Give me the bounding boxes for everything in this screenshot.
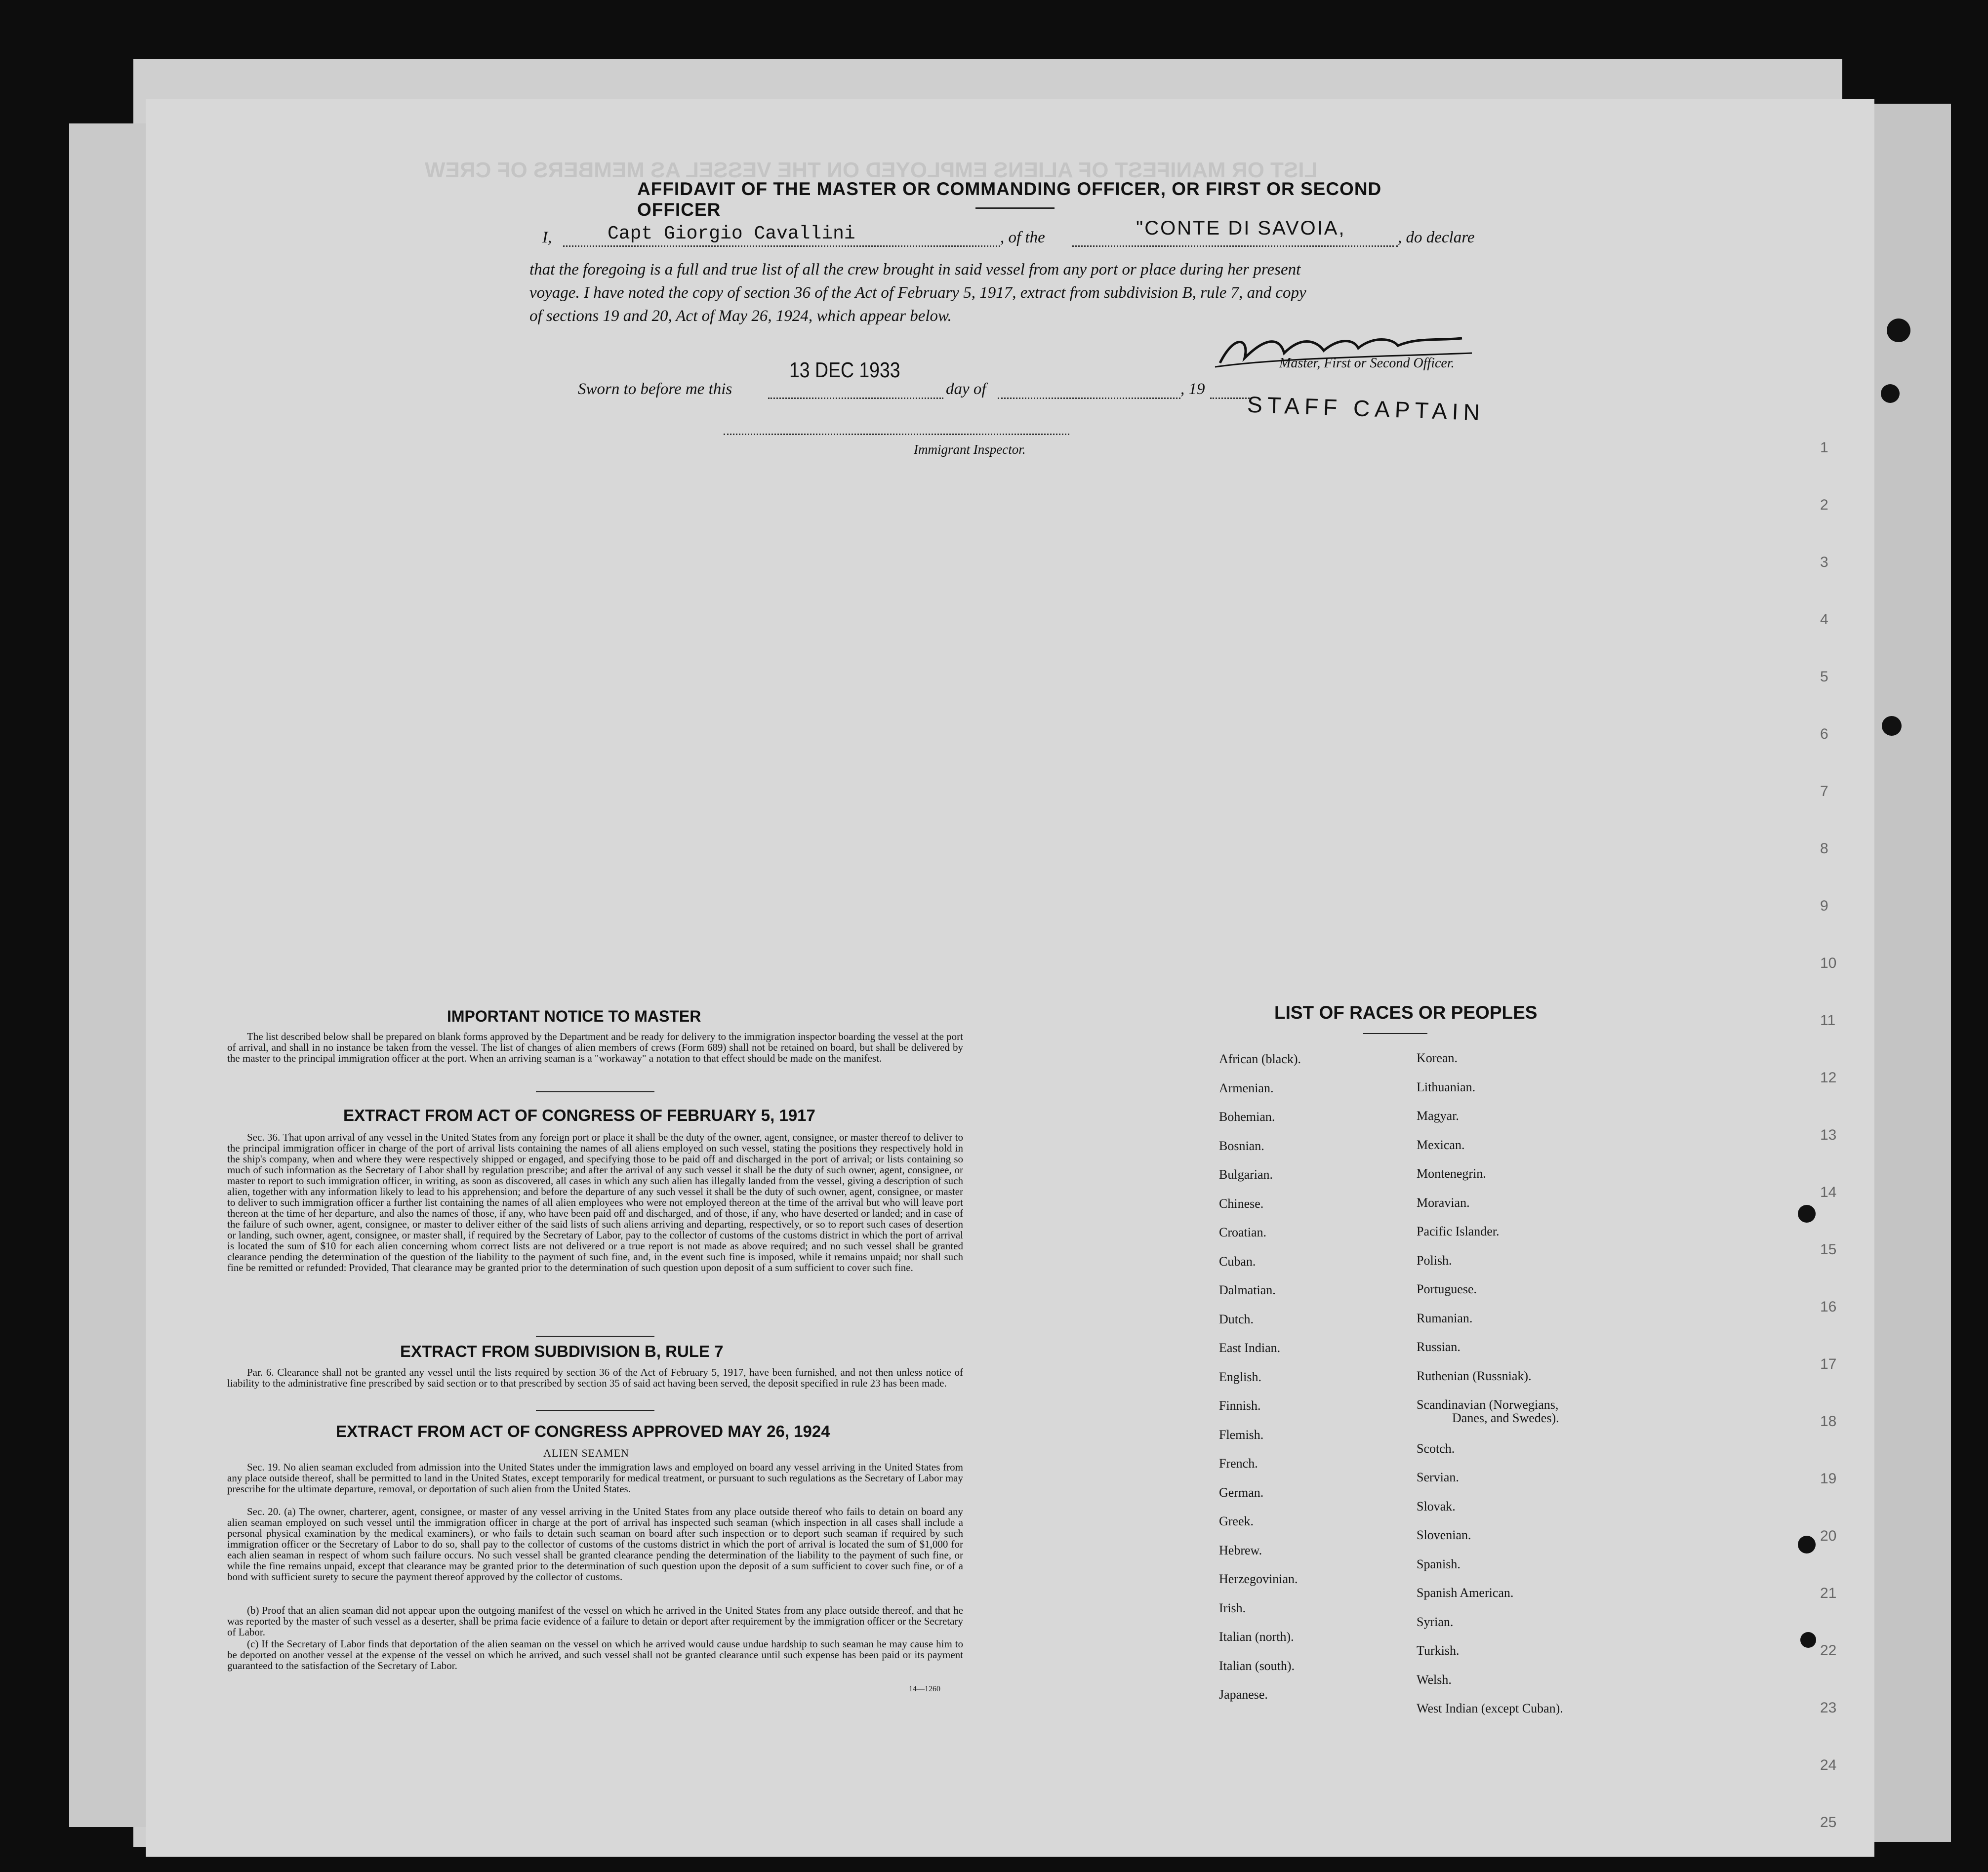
extract-rule7-title: EXTRACT FROM SUBDIVISION B, RULE 7 — [400, 1342, 724, 1360]
vessel-name: "CONTE DI SAVOIA, — [1136, 217, 1346, 239]
inspector-label: Immigrant Inspector. — [914, 442, 1026, 457]
affidavit-page — [146, 99, 1874, 1857]
race-item: Montenegrin. — [1417, 1166, 1486, 1181]
race-item: Croatian. — [1219, 1225, 1267, 1239]
sworn-prefix: Sworn to before me this — [578, 380, 732, 398]
binding-hole-1 — [1887, 319, 1910, 342]
manifest-row-number: 4 — [1820, 611, 1828, 628]
race-item: English. — [1219, 1369, 1261, 1384]
manifest-row-number: 19 — [1820, 1471, 1837, 1487]
races-title: LIST OF RACES OR PEOPLES — [1274, 1002, 1538, 1023]
race-item: Spanish American. — [1417, 1586, 1514, 1600]
race-item: Dalmatian. — [1219, 1283, 1276, 1297]
signature-role: Master, First or Second Officer. — [1279, 356, 1455, 371]
year-prefix: , 19 — [1180, 380, 1205, 398]
affidavit-line-3: of sections 19 and 20, Act of May 26, 1924, which appear below. — [529, 307, 952, 325]
race-item: Italian (north). — [1219, 1630, 1294, 1644]
manifest-row-number: 2 — [1820, 497, 1828, 513]
manifest-row-number: 13 — [1820, 1127, 1837, 1143]
race-item: Irish. — [1219, 1600, 1246, 1615]
manifest-row-number: 15 — [1820, 1241, 1837, 1258]
affidavit-title: AFFIDAVIT OF THE MASTER OR COMMANDING OFFICER, OR FIRST OR SECOND OFFICER — [637, 179, 1382, 220]
affidavit-line-1: that the foregoing is a full and true list of all the crew brought in said vessel from any port or place during her present — [529, 261, 1301, 279]
binding-hole-5 — [1798, 1536, 1816, 1553]
year-line — [1210, 398, 1250, 399]
extract-1917-rule — [536, 1336, 654, 1337]
binding-hole-4 — [1798, 1205, 1816, 1223]
manifest-row-number: 25 — [1820, 1814, 1837, 1831]
manifest-row-number: 11 — [1820, 1012, 1836, 1029]
affidavit-line-2: voyage. I have noted the copy of section 36 of the Act of February 5, 1917, extract from subdivision B, rule 7, and copy — [529, 284, 1306, 302]
race-item: Cuban. — [1219, 1254, 1256, 1269]
manifest-row-number: 7 — [1820, 783, 1828, 799]
inspector-line — [724, 434, 1069, 435]
race-item: Ruthenian (Russniak). — [1417, 1368, 1532, 1383]
race-item: Scotch. — [1417, 1441, 1455, 1456]
manifest-row-number: 20 — [1820, 1528, 1837, 1544]
title-rule — [975, 207, 1055, 209]
manifest-row-number: 14 — [1820, 1184, 1837, 1200]
of-the-label: , of the — [1000, 229, 1045, 246]
notice-rule — [536, 1091, 654, 1092]
extract-1917-title: EXTRACT FROM ACT OF CONGRESS OF FEBRUARY 5, 1917 — [343, 1106, 815, 1124]
race-item: Greek. — [1219, 1514, 1254, 1528]
race-item: Lithuanian. — [1417, 1079, 1476, 1094]
race-item: Polish. — [1417, 1253, 1452, 1268]
race-item: Welsh. — [1417, 1672, 1452, 1687]
race-item: West Indian (except Cuban). — [1417, 1701, 1563, 1715]
binding-hole-6 — [1800, 1632, 1816, 1648]
races-rule — [1363, 1033, 1427, 1034]
form-number: 14—1260 — [909, 1685, 940, 1693]
extract-1924-sec20a: Sec. 20. (a) The owner, charterer, agent, consignee, or master of any vessel arriving in the United States from any place outside thereof who fails to detain on board any alien seaman employed on such vessel until the immigration officer in charge at the port of arrival has inspected such seaman (which inspection in all cases shall include a personal physical examination by the medical examiners), or who fails to detain such seaman on board after such inspection or to deport such seaman if required by such immigration officer or the Secretary of Labor to do so, shall pay to the collector of customs of the customs district in which the port of arrival is located the sum of $1,000 for each alien seaman in respect of whom such failure occurs. No such vessel shall be granted clearance pending the determination of the liability to the payment of such fine, or while the fine remains unpaid, except that clearance may be granted prior to the determination of such question upon the deposit of a sum sufficient to cover such fine, or of a bond with sufficient surety to secure the payment thereof approved by the collector of customs. — [227, 1506, 963, 1583]
left-underlying-sheet — [69, 123, 158, 1827]
race-item: Danes, and Swedes). — [1452, 1410, 1559, 1425]
i-label: I, — [542, 229, 552, 246]
race-item: East Indian. — [1219, 1341, 1281, 1355]
manifest-row-number: 5 — [1820, 669, 1828, 685]
race-item: Bohemian. — [1219, 1110, 1275, 1124]
day-of-line — [998, 398, 1180, 399]
race-item: Scandinavian (Norwegians, — [1417, 1397, 1559, 1412]
race-item: Pacific Islander. — [1417, 1224, 1500, 1238]
race-item: Bosnian. — [1219, 1138, 1264, 1153]
manifest-row-number: 18 — [1820, 1413, 1837, 1430]
race-item: Bulgarian. — [1219, 1167, 1273, 1182]
manifest-row-number: 6 — [1820, 726, 1828, 742]
sworn-date-line — [768, 398, 943, 399]
race-item: Servian. — [1417, 1470, 1459, 1484]
race-item: African (black). — [1219, 1052, 1301, 1066]
manifest-bleed-header: LIST OR MANIFEST OF ALIENS EMPLOYED ON THE VESSEL AS MEMBERS OF CREW — [425, 158, 1318, 182]
race-item: Portuguese. — [1417, 1282, 1477, 1296]
race-item: Armenian. — [1219, 1080, 1274, 1095]
race-item: Herzegovinian. — [1219, 1572, 1298, 1586]
race-item: Magyar. — [1417, 1109, 1459, 1123]
captain-name-line — [563, 245, 1000, 247]
manifest-row-number: 9 — [1820, 898, 1828, 914]
race-item: Spanish. — [1417, 1556, 1461, 1571]
day-of-label: day of — [946, 380, 986, 398]
manifest-row-number: 21 — [1820, 1585, 1837, 1601]
manifest-row-number: 24 — [1820, 1757, 1837, 1773]
extract-1924-title: EXTRACT FROM ACT OF CONGRESS APPROVED MAY 26, 1924 — [336, 1422, 830, 1440]
extract-rule7-body: Par. 6. Clearance shall not be granted any vessel until the lists required by section 36 of the Act of February 5, 1917, have been furnished, and not then unless notice of liability to the administrative fine prescribed by said section or to that prescribed by section 35 of said act having been served, the deposit specified in rule 23 has been made. — [227, 1366, 963, 1389]
extract-1924-sec19: Sec. 19. No alien seaman excluded from admission into the United States under the immigration laws and employed on board any vessel arriving in the United States from any place outside thereof, shall be permitted to land in the United States, except temporarily for medical treatment, or pursuant to such regulations as the Secretary of Labor may prescribe for the ultimate departure, removal, or deportation of such alien from the United States. — [227, 1461, 963, 1495]
binding-hole-3 — [1882, 716, 1902, 736]
vessel-name-line — [1072, 245, 1398, 247]
notice-title: IMPORTANT NOTICE TO MASTER — [447, 1007, 701, 1025]
race-item: Syrian. — [1417, 1614, 1454, 1629]
notice-body: The list described below shall be prepared on blank forms approved by the Department and be ready for delivery to the immigration inspector boarding the vessel at the port of arrival, and shall in no instance be taken from the vessel. The list of changes of alien members of crews (Form 689) shall not be retained on board, but shall be delivered by the master to the principal immigration officer at the port. When an arriving seaman is a "workaway" a notation to that effect should be made on the manifest. — [227, 1031, 963, 1064]
race-item: Slovenian. — [1417, 1528, 1471, 1542]
manifest-row-number: 16 — [1820, 1299, 1837, 1315]
extract-1924-subtitle: ALIEN SEAMEN — [543, 1447, 629, 1459]
race-item: Russian. — [1417, 1340, 1461, 1354]
manifest-row-number: 22 — [1820, 1642, 1837, 1659]
race-item: Rumanian. — [1417, 1311, 1473, 1325]
race-item: German. — [1219, 1485, 1264, 1500]
race-item: French. — [1219, 1456, 1258, 1471]
manifest-row-number: 1 — [1820, 439, 1828, 456]
manifest-row-number: 12 — [1820, 1070, 1837, 1086]
extract-1917-body: Sec. 36. That upon arrival of any vessel in the United States from any foreign port or place it shall be the duty of the owner, agent, consignee, or master thereof to deliver to the principal immigration officer in charge of the port of arrival lists containing the names of all aliens employed on such vessel, stating the positions they respectively hold in the ship's company, when and where they were respectively shipped or engaged, and specifying those to be paid off and discharged in the port of arrival; or lists containing so much of such information as the Secretary of Labor shall by regulation prescribe; and after the arrival of any such vessel it shall be the duty of such owner, agent, consignee, or master to report to such immigration officer, in writing, as soon as discovered, all cases in which any such alien has illegally landed from the vessel, giving a description of such alien, together with any information likely to lead to his apprehension; and before the departure of any such vessel it shall be the duty of such owner, agent, consignee, or master to deliver to such immigration officer a further list containing the names of all alien employees who were not employed thereon at the time of the arrival but who will leave port thereon at the time of her departure, and also the names of those, if any, who have been paid off and discharged, and of those, if any, who have deserted or landed; and in case of the failure of such owner, agent, consignee, or master to deliver either of the said lists of such aliens arriving and departing, respectively, or so to report such cases of desertion or landing, such owner, agent, consignee, or master shall, if required by the Secretary of Labor, pay to the collector of customs of the customs district in which the port of arrival is located the sum of $10 for each alien concerning whom correct lists are not delivered or a true report is not made as above required; and no such vessel shall be granted clearance pending the determination of the question of the liability to the payment of such fine, and, in the event such fine is imposed, while it remains unpaid; nor shall such fine be remitted or refunded: Provided, That clearance may be granted prior to the determination of such question upon deposit of a sum sufficient to cover such fine. — [227, 1131, 963, 1274]
race-item: Italian (south). — [1219, 1658, 1295, 1673]
manifest-row-number: 17 — [1820, 1356, 1837, 1372]
extract-rule7-rule — [536, 1410, 654, 1411]
race-item: Chinese. — [1219, 1196, 1264, 1211]
manifest-row-number: 23 — [1820, 1700, 1837, 1716]
binding-hole-2 — [1881, 384, 1900, 403]
race-item: Japanese. — [1219, 1687, 1268, 1702]
race-item: Moravian. — [1417, 1195, 1470, 1210]
race-item: Dutch. — [1219, 1312, 1254, 1326]
race-item: Flemish. — [1219, 1427, 1264, 1442]
race-item: Finnish. — [1219, 1398, 1261, 1413]
do-declare-label: , do declare — [1398, 229, 1475, 246]
race-item: Korean. — [1417, 1051, 1458, 1065]
manifest-row-number: 8 — [1820, 840, 1828, 857]
race-item: Slovak. — [1417, 1499, 1456, 1514]
race-item: Hebrew. — [1219, 1543, 1262, 1557]
captain-name: Capt Giorgio Cavallini — [608, 223, 855, 244]
extract-1924-sec20b: (b) Proof that an alien seaman did not appear upon the outgoing manifest of the vessel on which he arrived in the United States from any place outside thereof, and that he was reported by the master of such vessel as a deserter, shall be prima facie evidence of a failure to detain or deport after requirement by the immigration officer or the Secretary of Labor. — [227, 1604, 963, 1638]
sworn-date: 13 DEC 1933 — [789, 358, 900, 382]
race-item: Turkish. — [1417, 1643, 1460, 1658]
race-item: Mexican. — [1417, 1137, 1465, 1152]
manifest-row-number: 3 — [1820, 554, 1828, 570]
manifest-row-number: 10 — [1820, 955, 1837, 971]
staff-captain-stamp: STAFF CAPTAIN — [1247, 391, 1485, 426]
extract-1924-sec20c: (c) If the Secretary of Labor finds that deportation of the alien seaman on the vessel on which he arrived would cause undue hardship to such seaman he may cause him to be deported on another vessel at the expense of the vessel on which he arrived, and such vessel shall not be granted clearance until such expense has been paid or its payment guaranteed to the satisfaction of the Secretary of Labor. — [227, 1638, 963, 1672]
